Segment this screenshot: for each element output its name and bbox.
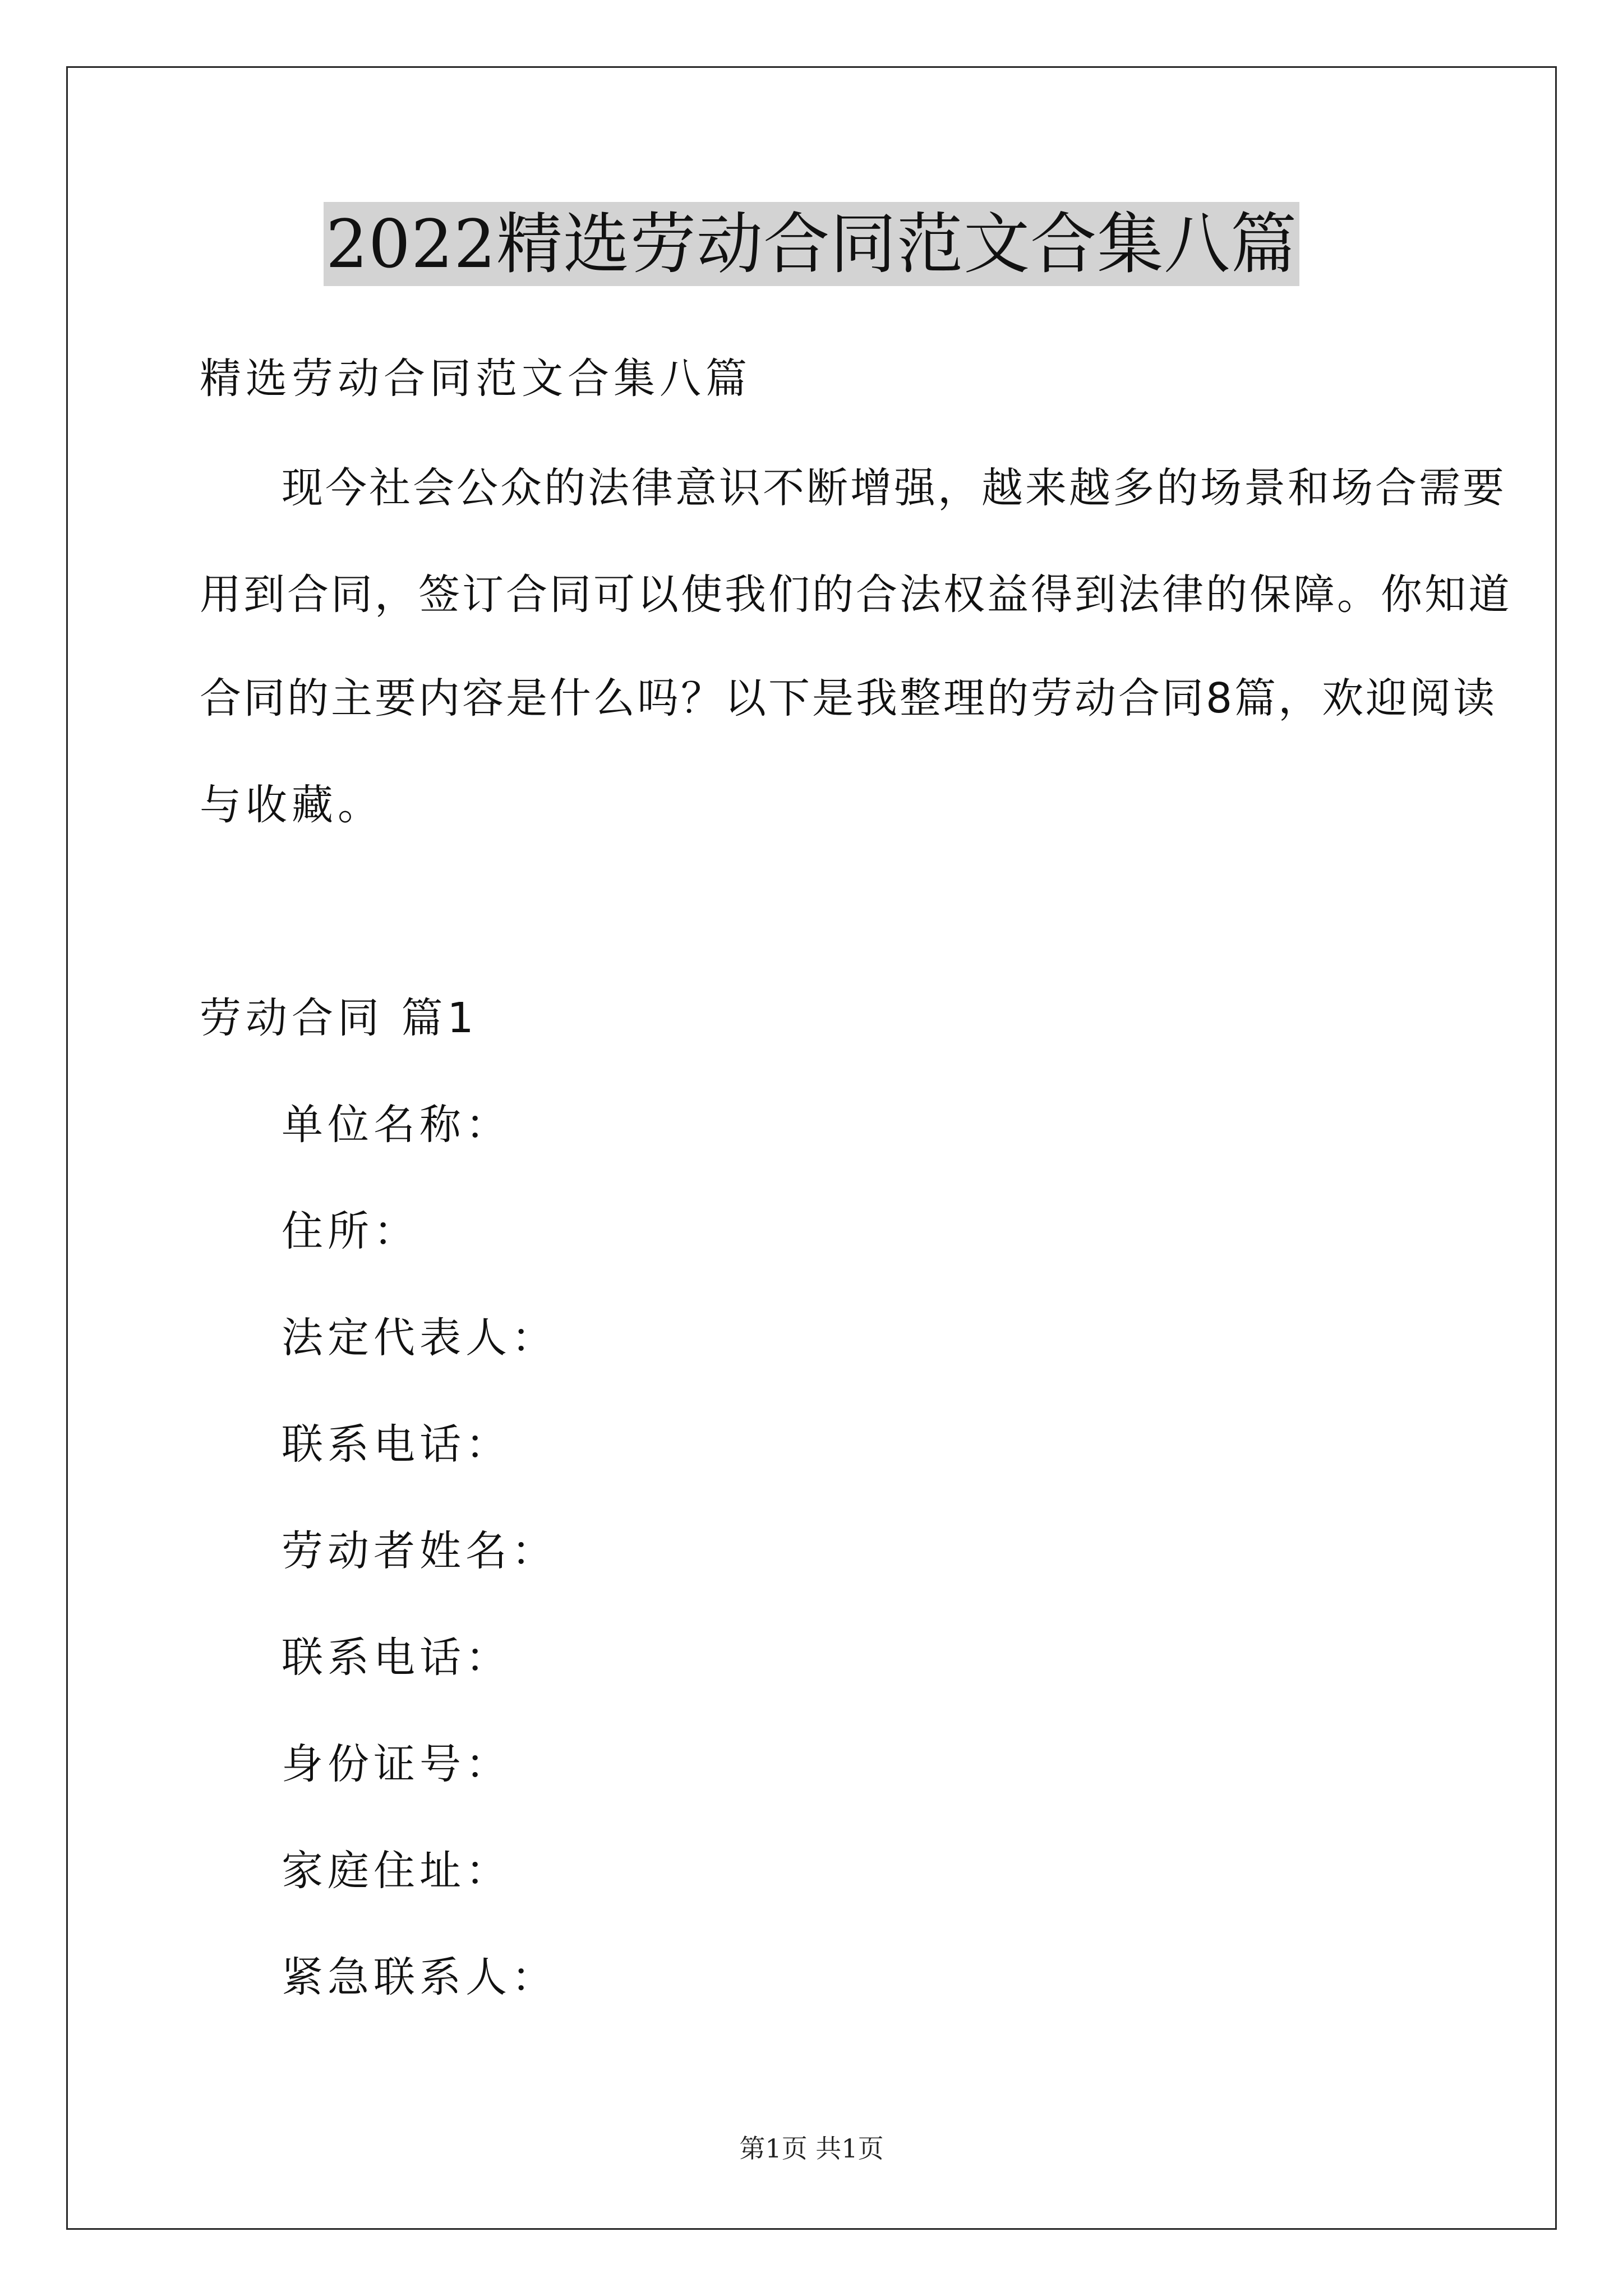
title-container: [0, 202, 1623, 286]
field-home-address: 家庭住址：: [282, 1847, 511, 1895]
page-number-footer: 第1页 共1页: [739, 2133, 884, 2164]
field-address: 住所：: [282, 1207, 419, 1255]
document-title: 2022精选劳动合同范文合集八篇: [324, 202, 1299, 286]
field-company-name: 单位名称：: [282, 1101, 511, 1149]
field-emergency-contact: 紧急联系人：: [282, 1953, 557, 2001]
field-worker-phone: 联系电话：: [282, 1634, 511, 1682]
field-worker-name: 劳动者姓名：: [282, 1527, 557, 1575]
field-company-phone: 联系电话：: [282, 1420, 511, 1469]
footer-container: [0, 2132, 1623, 2165]
field-id-number: 身份证号：: [282, 1740, 511, 1788]
document-subtitle: 精选劳动合同范文合集八篇: [200, 355, 751, 403]
intro-line-4: 与收藏。: [200, 781, 384, 829]
section-heading: 劳动合同 篇1: [200, 994, 478, 1042]
field-legal-representative: 法定代表人：: [282, 1314, 557, 1362]
intro-line-3: 合同的主要内容是什么吗？以下是我整理的劳动合同8篇，欢迎阅读: [200, 674, 1497, 723]
intro-line-1: 现今社会公众的法律意识不断增强，越来越多的场景和场合需要: [282, 464, 1506, 512]
intro-line-2: 用到合同，签订合同可以使我们的合法权益得到法律的保障。你知道: [200, 570, 1512, 619]
